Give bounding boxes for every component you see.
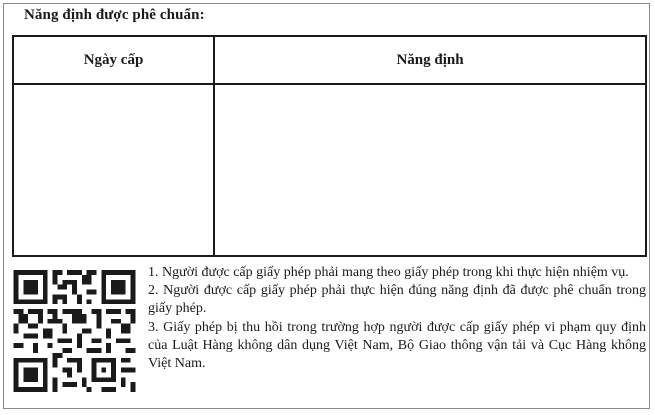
section-title: Năng định được phê chuẩn: — [24, 7, 205, 23]
notes-list — [148, 264, 646, 373]
note-item-1: 1. Người được cấp giấy phép phải mang theo giấy phép trong khi thực hiện nhiệm vụ. — [148, 265, 629, 280]
issue-date-cell — [14, 85, 213, 255]
rating-cell — [215, 85, 645, 255]
note-item-3: 3. Giấy phép bị thu hồi trong trường hợp người được cấp giấy phép vi phạm quy định của Luật Hàng không dân dụng Việt Nam, Bộ Giao thông vận tải và Cục Hàng không Việt Nam. — [148, 319, 646, 372]
column-header-rating: Năng định — [396, 52, 464, 68]
approved-ratings-table — [12, 35, 647, 257]
column-header-issue-date: Ngày cấp — [83, 52, 144, 68]
note-item-2: 2. Người được cấp giấy phép phải thực hiện đúng năng định đã được phê chuẩn trong giấy phép. — [148, 283, 646, 317]
qr-code-icon — [13, 270, 136, 392]
